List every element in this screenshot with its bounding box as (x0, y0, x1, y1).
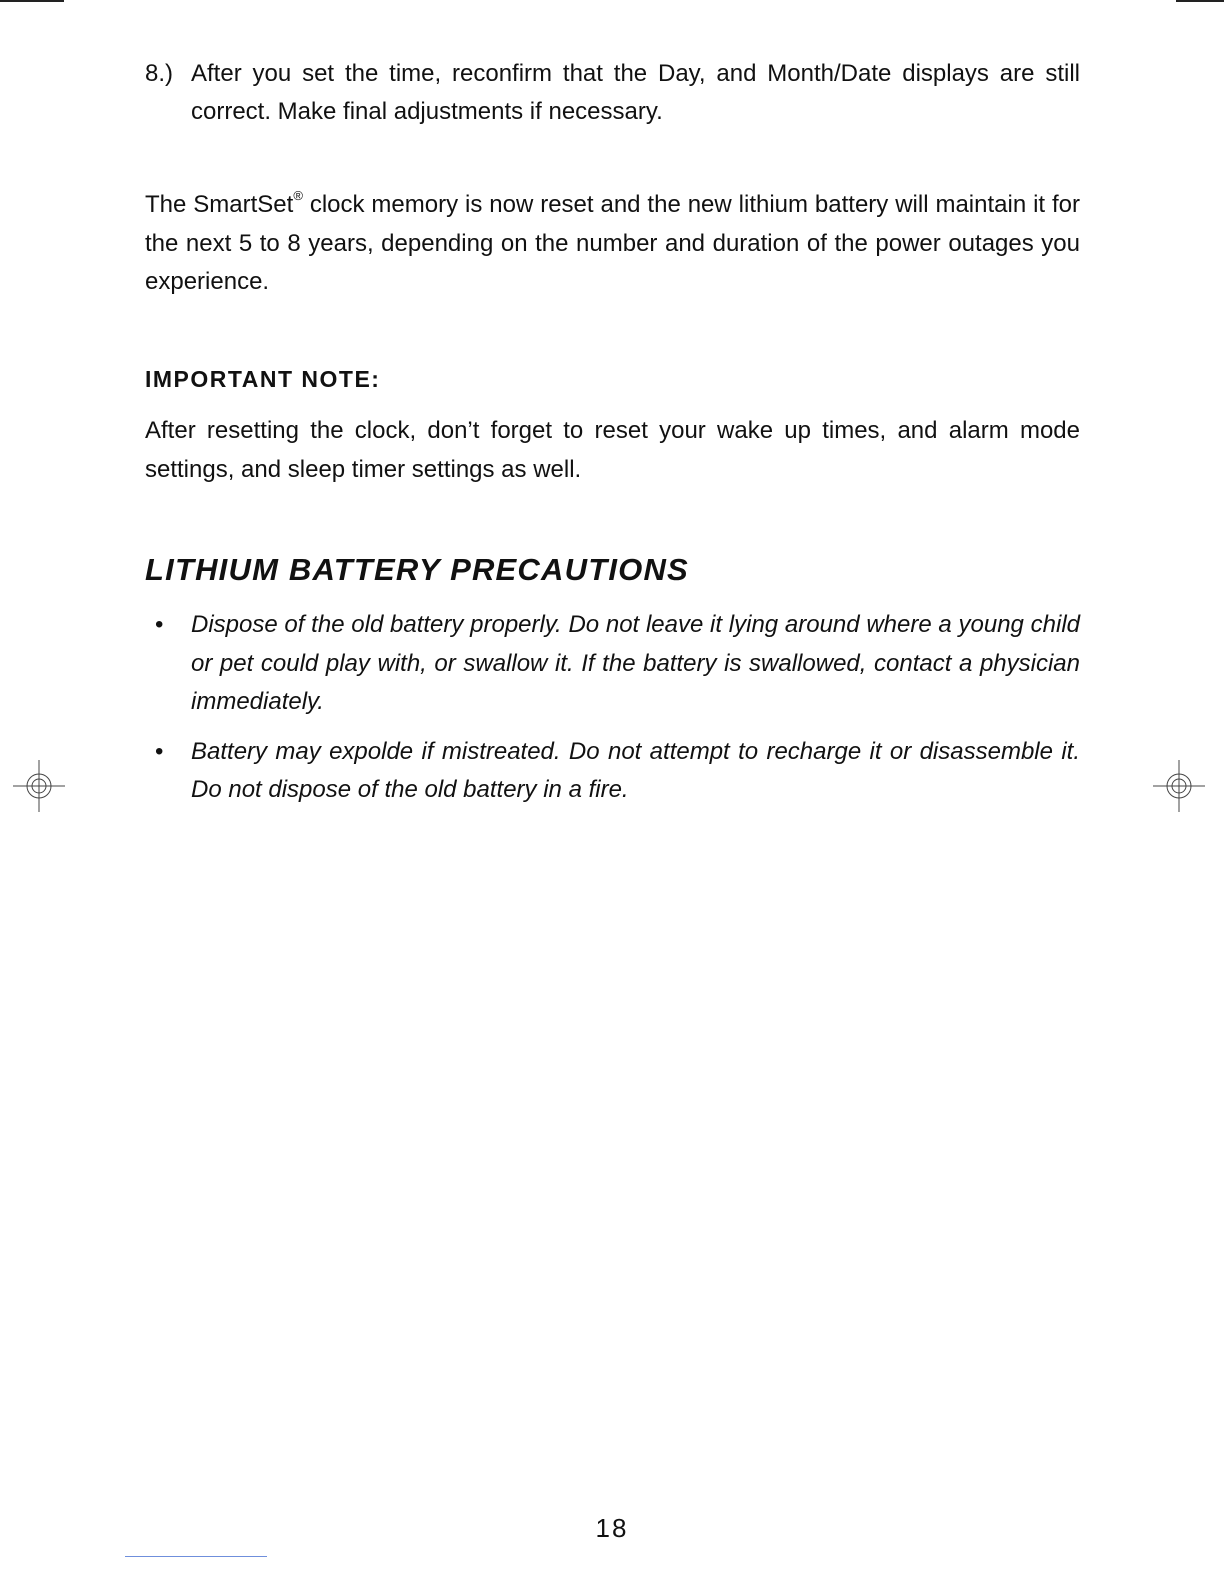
registration-mark-icon (11, 758, 67, 814)
reset-paragraph-start: The SmartSet (145, 191, 294, 218)
step-number: 8.) (145, 60, 174, 87)
precaution-item (145, 733, 1080, 810)
step-8 (145, 55, 1080, 131)
step-text: After you set the time, reconfirm that the Day, and Month/Date displays are still correct. Make final adjustments if necessary. (191, 60, 1080, 125)
page-number: 18 (595, 1513, 629, 1543)
important-note-heading: IMPORTANT NOTE: (145, 366, 381, 392)
footer-rule (125, 1556, 267, 1557)
precaution-text: Battery may expolde if mistreated. Do not attempt to recharge it or disassemble it. Do not dispose of the old battery in a fire. (191, 737, 1080, 803)
top-right-trim-mark (1176, 0, 1224, 2)
precaution-item (145, 606, 1080, 722)
reset-paragraph (145, 186, 1080, 302)
precautions-list (145, 606, 1080, 821)
important-note-text: After resetting the clock, don’t forget to reset your wake up times, and alarm mode settings, and sleep timer settings as well. (145, 417, 1080, 483)
reset-paragraph-rest: clock memory is now reset and the new lithium battery will maintain it for the next 5 to 8 years, depending on the number and duration of the power outages you experience. (145, 191, 1081, 295)
precaution-text: Dispose of the old battery properly. Do not leave it lying around where a young child or pet could play with, or swallow it. If the battery is swallowed, contact a physician immediately. (191, 611, 1080, 715)
registered-trademark-mark: ® (293, 188, 303, 203)
registration-mark-icon (1151, 758, 1207, 814)
bullet-icon: • (155, 737, 164, 765)
lithium-precautions-heading: LITHIUM BATTERY PRECAUTIONS (145, 552, 689, 587)
top-left-trim-mark (0, 0, 64, 2)
bullet-icon: • (155, 611, 164, 638)
